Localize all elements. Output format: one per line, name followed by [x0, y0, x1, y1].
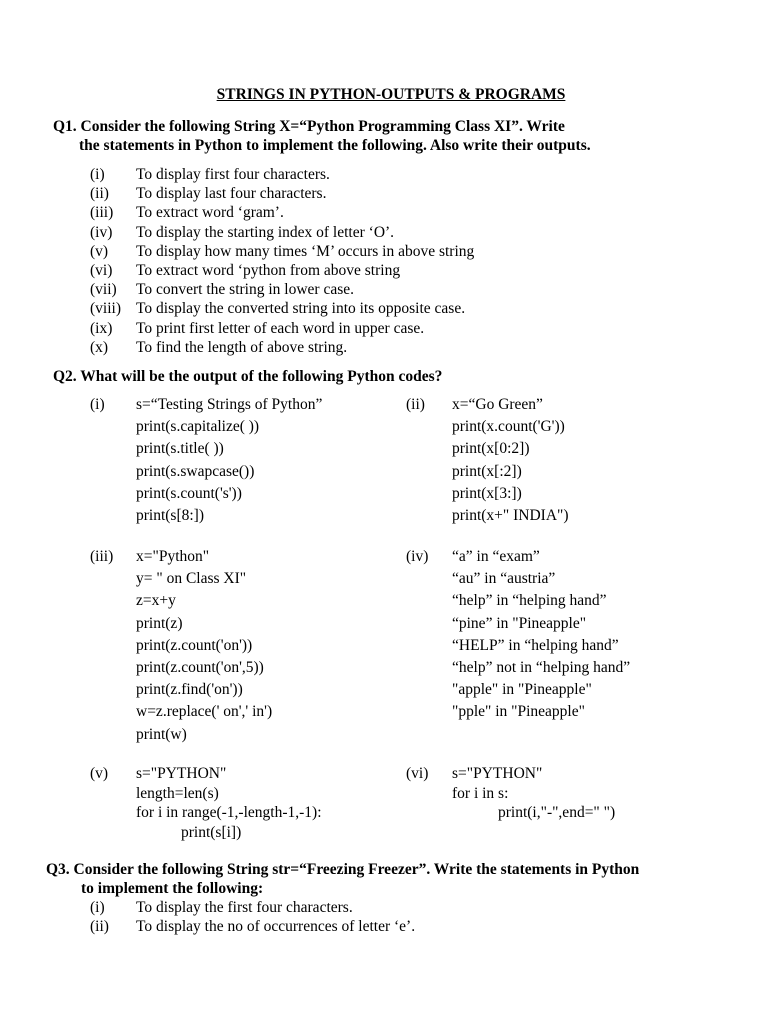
code-line: "pple" in "Pineapple"	[452, 703, 585, 721]
code-line: print(x+" INDIA")	[452, 506, 569, 524]
code-line: x=“Go Green”	[452, 396, 543, 413]
code-line: print(s[i])	[181, 823, 242, 841]
code-line: length=len(s)	[136, 784, 219, 802]
code-line: print(z.find('on'))	[136, 681, 243, 699]
code-line: “pine” in "Pineapple"	[452, 614, 587, 632]
list-item: (iii) To extract word ‘gram’.	[90, 204, 284, 222]
list-item: (ii) To display the no of occurrences of letter ‘e’.	[90, 918, 416, 936]
code-line: “help” not in “helping hand”	[452, 658, 631, 676]
list-item: (i) To display the first four characters.	[90, 899, 353, 916]
list-item: (i) To display first four characters.	[90, 166, 330, 183]
code-line: y= " on Class XI"	[136, 570, 247, 588]
code-line: print(s.title( ))	[136, 440, 224, 458]
code-line: print(s.capitalize( ))	[136, 418, 260, 436]
q1-heading-line1: Q1. Consider the following String X=“Python Programming Class XI”. Write	[53, 118, 565, 135]
list-item: (ix) To print first letter of each word in upper case.	[90, 319, 425, 337]
code-line: s="PYTHON"	[136, 765, 227, 782]
code-line: "apple" in "Pineapple"	[452, 681, 592, 699]
code-line: for i in s:	[452, 784, 509, 802]
code-line: for i in range(-1,-length-1,-1):	[136, 804, 322, 821]
code-line: print(z)	[136, 614, 183, 632]
code-block	[136, 394, 322, 527]
q3-item-list	[90, 898, 415, 936]
code-line: x="Python"	[136, 548, 210, 565]
code-block	[452, 394, 569, 527]
list-item: (ii) To display last four characters.	[90, 185, 327, 203]
page-title: STRINGS IN PYTHON-OUTPUTS & PROGRAMS	[216, 86, 566, 103]
code-line: print(w)	[136, 725, 187, 743]
code-line: print(z.count('on'))	[136, 636, 253, 654]
code-line: “help” in “helping hand”	[452, 592, 607, 610]
q2-heading: Q2. What will be the output of the following Python codes?	[53, 368, 443, 385]
code-line: “HELP” in “helping hand”	[452, 636, 619, 654]
code-line: s="PYTHON"	[452, 765, 543, 782]
q1-item-list	[90, 165, 474, 357]
code-block	[452, 764, 615, 823]
code-line: z=x+y	[136, 592, 176, 610]
list-item: (v) To display how many times ‘M’ occurs in above string	[90, 242, 475, 260]
code-line: print(x[:2])	[452, 462, 522, 480]
code-line: print(x[0:2])	[452, 440, 530, 458]
q2-block-num: (vi)	[406, 765, 429, 782]
q2-block-num: (iv)	[406, 548, 429, 565]
q2-block-num: (ii)	[406, 396, 425, 413]
code-block	[136, 764, 322, 842]
q1-heading-line2: the statements in Python to implement the following. Also write their outputs.	[79, 137, 591, 154]
q2-block-num: (i)	[90, 396, 105, 413]
code-line: print(z.count('on',5))	[136, 658, 264, 676]
code-line: print(s[8:])	[136, 506, 205, 524]
list-item: (viii) To display the converted string into its opposite case.	[90, 300, 466, 318]
list-item: (vii) To convert the string in lower case.	[90, 281, 354, 299]
q3-heading-line2: to implement the following:	[81, 880, 264, 897]
code-block	[136, 546, 272, 746]
code-block	[452, 546, 630, 724]
code-line: print(x[3:])	[452, 484, 522, 502]
code-line: print(s.count('s'))	[136, 484, 242, 502]
code-line: print(x.count('G'))	[452, 418, 565, 436]
list-item: (iv) To display the starting index of letter ‘O’.	[90, 223, 395, 241]
q3-heading-line1: Q3. Consider the following String str=“Freezing Freezer”. Write the statements in Python	[46, 861, 640, 878]
code-line: print(s.swapcase())	[136, 462, 255, 480]
code-line: s=“Testing Strings of Python”	[136, 396, 323, 413]
code-line: w=z.replace(' on',' in')	[136, 703, 273, 721]
code-line: “a” in “exam”	[452, 548, 540, 565]
code-line: print(i,"-",end=" ")	[498, 804, 616, 821]
q2-block-num: (v)	[90, 765, 109, 782]
list-item: (vi) To extract word ‘python from above string	[90, 261, 401, 279]
code-line: “au” in “austria”	[452, 570, 556, 588]
list-item: (x) To find the length of above string.	[90, 338, 348, 356]
q2-block-num: (iii)	[90, 548, 114, 565]
